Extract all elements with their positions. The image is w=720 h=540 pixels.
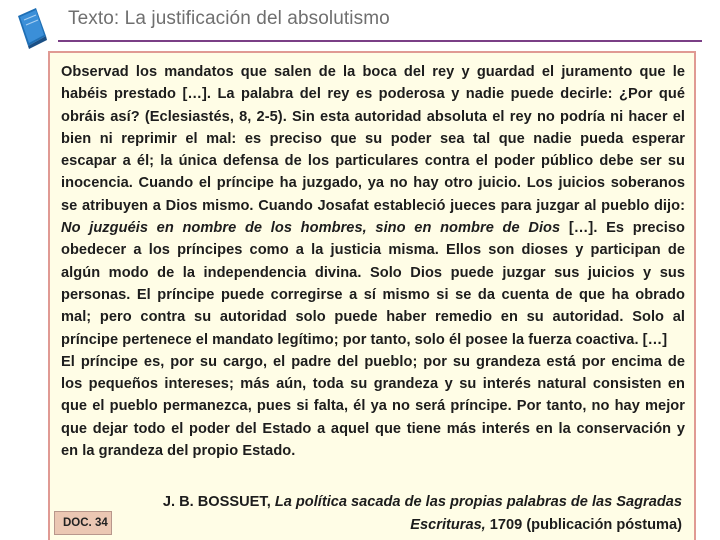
text-line: El príncipe es, por su cargo, el padre del pueblo; por su grandeza está por encima de bbox=[61, 353, 685, 370]
text-line: bien ni reprimir el mal: es preciso que su poder sea tal que nadie pueda esperar bbox=[61, 130, 685, 147]
citation-details: 1709 (publicación póstuma) bbox=[485, 516, 682, 533]
quoted-scripture: No juzguéis en nombre de los hombres, sino en nombre de Dios bbox=[61, 220, 561, 237]
citation-work-title-end: Escrituras, bbox=[410, 516, 486, 533]
page-title: Texto: La justificación del absolutismo bbox=[68, 8, 390, 29]
text-line: príncipe pertenece el mandato legítimo; por tanto, solo él posee la fuerza coactiva. […] bbox=[61, 331, 668, 348]
citation-author: J. B. BOSSUET, bbox=[162, 494, 275, 510]
text-line: inocencia. Cuando el príncipe ha juzgado, ya no hay otro juicio. Los juicios soberanos bbox=[61, 175, 685, 192]
doc-label: DOC. 34 bbox=[54, 511, 112, 535]
citation-line-1 bbox=[163, 491, 682, 514]
document-box bbox=[48, 51, 696, 540]
citation bbox=[163, 491, 682, 536]
text-line bbox=[61, 217, 685, 239]
header bbox=[0, 0, 720, 50]
text-line: obedecer a los príncipes como a la justicia misma. Ellos son dioses y participan de bbox=[61, 242, 685, 259]
text-line: algún modo de la independencia divina. Solo Dios puede juzgar sus juicios y sus bbox=[61, 264, 685, 281]
text-line: obráis así? (Eclesiastés, 8, 2-5). Sin esta autoridad absoluta el rey no podría ni hacer el bbox=[61, 108, 685, 125]
text-line: que el pueblo permanezca, pues si falta, él ya no será príncipe. Por tanto, no hay mejor bbox=[61, 398, 685, 415]
text-line-rest: […]. Es preciso bbox=[560, 220, 685, 237]
citation-line-2 bbox=[163, 514, 682, 537]
text-line: que dejar todo el poder del Estado a aquel que tiene más interés en la conservación y bbox=[61, 420, 685, 437]
text-line: se atribuyen a Dios mismo. Cuando Josafat estableció jueces para juzgar al pueblo dijo: bbox=[61, 197, 685, 214]
text-line: Observad los mandatos que salen de la boca del rey y guardad el juramento que le bbox=[61, 64, 685, 80]
text-line: los pequeños intereses; más aún, toda su grandeza y su interés natural consisten en bbox=[61, 376, 685, 393]
document-text bbox=[61, 61, 685, 462]
text-line: escapar a él; la única defensa de los particulares contra el poder público debe ser su bbox=[61, 153, 685, 170]
book-icon bbox=[14, 6, 50, 50]
text-line: en la grandeza del propio Estado. bbox=[61, 443, 296, 460]
citation-work-title: La política sacada de las propias palabras de las Sagradas bbox=[274, 494, 682, 510]
text-line: mal; pero contra su autoridad solo puede haber remedio en su autoridad. Solo al bbox=[61, 309, 685, 326]
text-line: personas. El príncipe puede corregirse a sí mismo si se da cuenta de que ha obrado bbox=[61, 286, 685, 303]
title-divider bbox=[58, 40, 702, 42]
text-line: habéis prestado […]. La palabra del rey es poderosa y nadie puede decirle: ¿Por qué bbox=[61, 86, 685, 103]
